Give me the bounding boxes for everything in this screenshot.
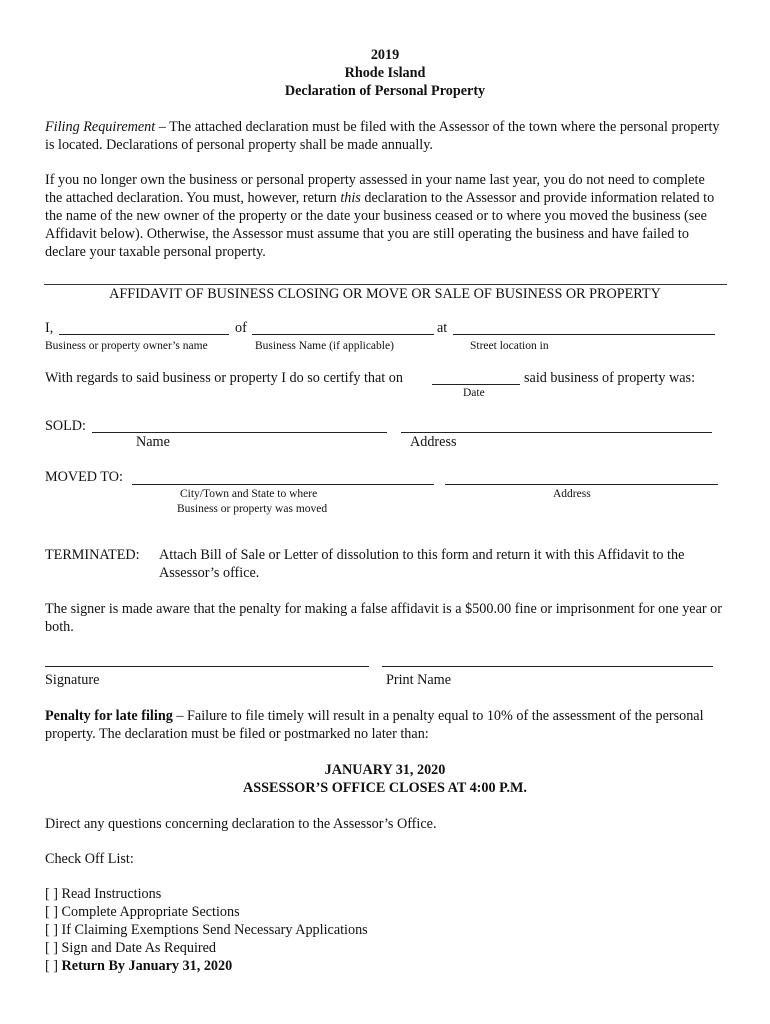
no-longer-text-b: declaration to the Assessor and provide information related to the name of the new owner of the property or the date your business ceased or to where you moved the business (see Affidavit below). Otherwise, the Assessor must assume that you are still operating the business and have failed to declare your taxable personal property. bbox=[45, 190, 715, 260]
late-filing-paragraph bbox=[45, 707, 725, 743]
sold-address-caption: Address bbox=[410, 434, 457, 450]
checklist-item-label: If Claiming Exemptions Send Necessary Applications bbox=[61, 922, 368, 938]
moved-city-field[interactable] bbox=[132, 484, 434, 485]
city-caption-2: Business or property was moved bbox=[177, 503, 328, 515]
section-divider bbox=[44, 284, 727, 285]
filing-requirement-paragraph bbox=[45, 118, 725, 154]
moved-address-caption: Address bbox=[553, 488, 591, 500]
checklist-item bbox=[45, 886, 161, 903]
form-title: Declaration of Personal Property bbox=[284, 83, 486, 99]
affidavit-heading: AFFIDAVIT OF BUSINESS CLOSING OR MOVE OR SALE OF BUSINESS OR PROPERTY bbox=[109, 286, 661, 302]
owner-caption: Business or property owner’s name bbox=[45, 340, 208, 352]
direct-questions-text: Direct any questions concerning declaration to the Assessor’s Office. bbox=[45, 816, 437, 832]
print-name-label: Print Name bbox=[386, 672, 452, 688]
checklist-item bbox=[45, 958, 232, 975]
checklist-item-label: Read Instructions bbox=[61, 886, 162, 902]
print-name-field[interactable] bbox=[382, 666, 713, 667]
moved-to-label: MOVED TO: bbox=[45, 469, 123, 485]
filing-requirement-text: – The attached declaration must be filed with the Assessor of the town where the personal property is located. Declarations of personal property shall be made annually. bbox=[45, 119, 720, 153]
checkbox[interactable]: [ ] bbox=[45, 922, 58, 938]
sold-name-caption: Name bbox=[136, 434, 170, 450]
certify-text-a: With regards to said business or property I do so certify that on bbox=[45, 370, 403, 386]
checklist-title: Check Off List: bbox=[45, 851, 134, 867]
false-affidavit-paragraph: The signer is made aware that the penalty for making a false affidavit is a $500.00 fine or imprisonment for one year or both. bbox=[45, 601, 722, 635]
checklist-item-label: Sign and Date As Required bbox=[61, 940, 217, 956]
checkbox[interactable]: [ ] bbox=[45, 958, 58, 974]
late-filing-label: Penalty for late filing bbox=[45, 708, 173, 724]
checklist-item bbox=[45, 940, 216, 957]
sold-name-field[interactable] bbox=[92, 432, 387, 433]
checkbox[interactable]: [ ] bbox=[45, 940, 58, 956]
at-label: at bbox=[437, 320, 448, 336]
checkbox[interactable]: [ ] bbox=[45, 886, 58, 902]
business-caption: Business Name (if applicable) bbox=[255, 340, 394, 352]
owner-name-field[interactable] bbox=[59, 334, 229, 335]
business-name-field[interactable] bbox=[252, 334, 434, 335]
checkbox[interactable]: [ ] bbox=[45, 904, 58, 920]
sold-label: SOLD: bbox=[45, 418, 86, 434]
signature-label: Signature bbox=[45, 672, 100, 688]
checklist-item-label: Complete Appropriate Sections bbox=[61, 904, 240, 920]
street-caption: Street location in bbox=[470, 340, 549, 352]
no-longer-own-paragraph bbox=[45, 171, 725, 261]
office-closing-time: ASSESSOR’S OFFICE CLOSES AT 4:00 P.M. bbox=[243, 780, 527, 796]
certify-text-b: said business of property was: bbox=[524, 370, 696, 386]
late-filing-text: – Failure to file timely will result in a penalty equal to 10% of the assessment of the personal property. The declaration must be filed or postmarked no later than: bbox=[45, 708, 704, 742]
i-label: I, bbox=[45, 320, 54, 336]
city-caption-1: City/Town and State to where bbox=[180, 488, 318, 500]
checklist-item bbox=[45, 904, 240, 921]
signature-field[interactable] bbox=[45, 666, 369, 667]
form-year: 2019 bbox=[370, 47, 400, 63]
date-caption: Date bbox=[463, 387, 485, 399]
checklist-item bbox=[45, 922, 368, 939]
filing-requirement-label: Filing Requirement bbox=[45, 119, 156, 135]
sold-address-field[interactable] bbox=[401, 432, 712, 433]
deadline-date: JANUARY 31, 2020 bbox=[324, 762, 446, 778]
of-label: of bbox=[235, 320, 247, 336]
terminated-text-1: Attach Bill of Sale or Letter of dissolution to this form and return it with this Affidavit to the bbox=[159, 547, 685, 563]
no-longer-text-emphasis: this bbox=[340, 190, 361, 206]
street-location-field[interactable] bbox=[453, 334, 715, 335]
terminated-text-2: Assessor’s office. bbox=[159, 565, 260, 581]
form-state: Rhode Island bbox=[344, 65, 426, 81]
checklist-item-label: Return By January 31, 2020 bbox=[61, 958, 233, 974]
terminated-label: TERMINATED: bbox=[45, 547, 140, 563]
moved-address-field[interactable] bbox=[445, 484, 718, 485]
no-longer-text-a: If you no longer own the business or personal property assessed in your name last year, you do not need to complete the attached declaration. You must, however, return bbox=[45, 172, 705, 206]
certify-date-field[interactable] bbox=[432, 384, 520, 385]
